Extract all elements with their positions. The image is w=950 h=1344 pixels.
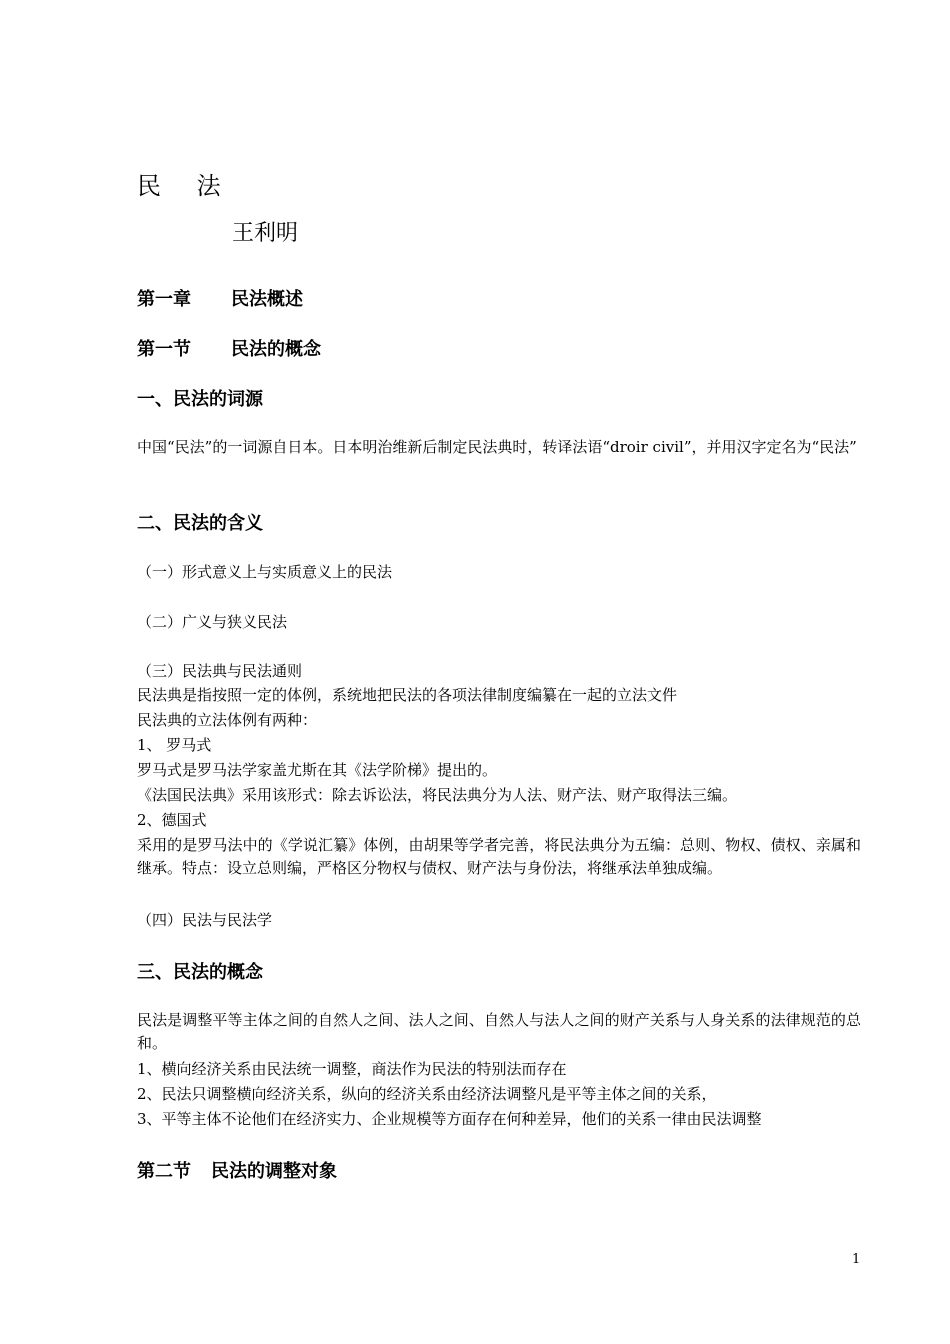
body-line: 罗马式是罗马法学家盖尤斯在其《法学阶梯》提出的。 — [137, 761, 498, 779]
list-item-roman: 1、 罗马式 — [137, 736, 212, 754]
subheading-2: （二）广义与狭义民法 — [137, 613, 288, 631]
subheading-3: （三）民法典与民法通则 — [137, 662, 303, 680]
heading-hanyi: 二、民法的含义 — [137, 513, 263, 534]
section-number: 第一节 — [137, 339, 191, 360]
definition-item: 3、平等主体不论他们在经济实力、企业规模等方面存在何种差异，他们的关系一律由民法调整 — [137, 1110, 762, 1128]
section-name: 民法的调整对象 — [211, 1161, 337, 1182]
heading-ciyuan: 一、民法的词源 — [137, 389, 263, 410]
paragraph-definition: 民法是调整平等主体之间的自然人之间、法人之间、自然人与法人之间的财产关系与人身关系的法律规范的总和。 — [137, 1011, 861, 1052]
section-heading-1 — [137, 335, 321, 361]
chapter-name: 民法概述 — [231, 289, 303, 310]
author-name: 王利明 — [232, 221, 299, 246]
subheading-1: （一）形式意义上与实质意义上的民法 — [137, 563, 393, 581]
section-heading-2 — [137, 1157, 337, 1183]
definition-item: 2、民法只调整横向经济关系，纵向的经济关系由经济法调整凡是平等主体之间的关系， — [137, 1085, 717, 1103]
subheading-4: （四）民法与民法学 — [137, 911, 273, 929]
paragraph-german: 采用的是罗马法中的《学说汇纂》体例，由胡果等学者完善，将民法典分为五编：总则、物权、债权、亲属和继承。特点：设立总则编，严格区分物权与债权、财产法与身份法，将继承法单独成编。 — [137, 836, 861, 877]
body-line: 民法典的立法体例有两种： — [137, 711, 318, 729]
body-line: 民法典是指按照一定的体例，系统地把民法的各项法律制度编纂在一起的立法文件 — [137, 686, 678, 704]
definition-item: 1、横向经济关系由民法统一调整，商法作为民法的特别法而存在 — [137, 1060, 567, 1078]
section-number: 第二节 — [137, 1161, 191, 1182]
document-title: 民 法 — [137, 172, 235, 200]
section-name: 民法的概念 — [231, 339, 321, 360]
chapter-heading — [137, 285, 303, 311]
chapter-number: 第一章 — [137, 289, 191, 310]
heading-gainian: 三、民法的概念 — [137, 962, 263, 983]
list-item-german: 2、德国式 — [137, 811, 207, 829]
paragraph-ciyuan: 中国“民法”的一词源自日本。日本明治维新后制定民法典时，转译法语“droir civil”，并用汉字定名为“民法” — [137, 438, 857, 456]
page-number: 1 — [852, 1252, 861, 1267]
body-line: 《法国民法典》采用该形式：除去诉讼法，将民法典分为人法、财产法、财产取得法三编。 — [137, 786, 738, 804]
